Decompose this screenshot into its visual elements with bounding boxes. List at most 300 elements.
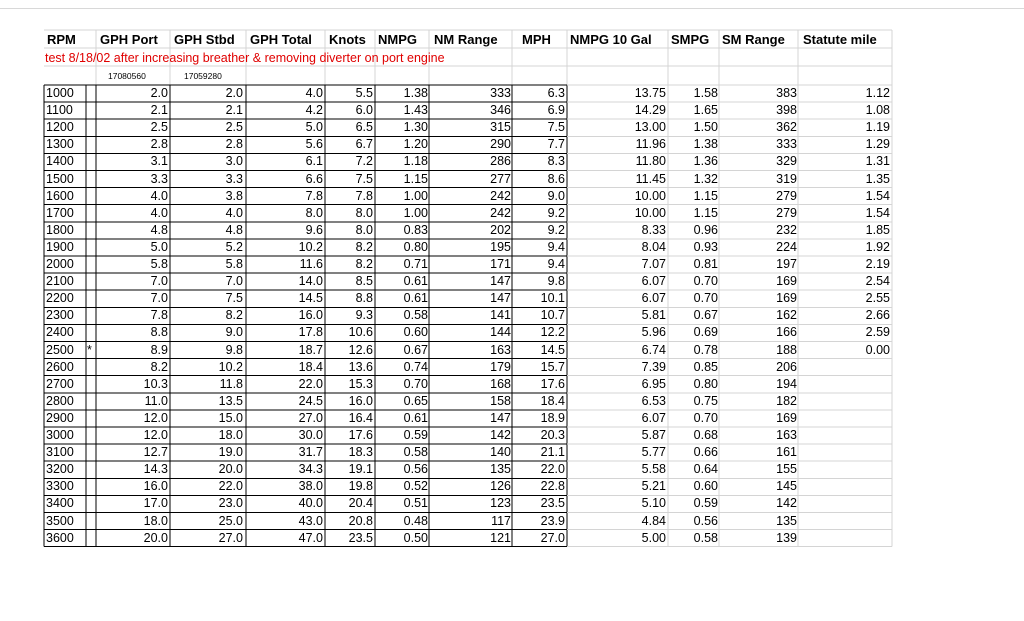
cell-nmpg: 0.59 (403, 428, 428, 442)
cell-statute-mile: 1.35 (865, 171, 890, 186)
cell-nm-range: 126 (490, 479, 511, 494)
cell-rpm: 1200 (46, 120, 74, 135)
cell-smpg: 1.15 (693, 188, 718, 203)
cell-rpm: 2900 (46, 410, 74, 425)
cell-mph: 8.3 (547, 154, 565, 169)
cell-nmpg: 0.48 (403, 513, 428, 528)
cell-sm-range: 383 (776, 86, 797, 100)
cell-mph: 9.4 (547, 257, 565, 271)
cell-gph-total: 47.0 (298, 530, 323, 545)
cell-knots: 15.3 (348, 376, 373, 391)
cell-sm-range: 169 (776, 291, 797, 306)
cell-sm-range: 188 (776, 342, 797, 357)
cell-sm-range: 329 (776, 154, 797, 169)
cell-nm-range: 117 (491, 513, 511, 528)
cell-nm-range: 315 (490, 120, 511, 135)
cell-rpm: 2700 (46, 376, 74, 391)
cell-nmpg: 0.56 (403, 462, 428, 477)
cell-knots: 5.5 (355, 86, 373, 100)
cell-gph-port: 20.0 (143, 530, 168, 545)
cell-statute-mile: 0.00 (865, 342, 890, 357)
cell-nmpg: 0.71 (403, 257, 428, 271)
cell-knots: 17.6 (348, 428, 373, 442)
cell-sm-range: 166 (776, 325, 797, 340)
cell-gph-stbd: 5.8 (225, 257, 243, 271)
cell-gph-stbd: 10.2 (218, 359, 243, 374)
cell-gph-total: 38.0 (298, 479, 323, 494)
cell-gph-port: 7.0 (150, 274, 168, 289)
cell-nmpg-10-gal: 13.00 (634, 120, 666, 135)
cell-gph-port: 12.0 (143, 410, 168, 425)
header-rpm: RPM (47, 32, 76, 47)
cell-smpg: 1.36 (693, 154, 718, 169)
cell-gph-total: 6.6 (305, 171, 323, 186)
cell-nmpg-10-gal: 11.96 (635, 137, 666, 152)
cell-rpm: 3600 (46, 530, 74, 545)
cell-statute-mile: 2.66 (865, 308, 890, 323)
cell-smpg: 1.58 (693, 86, 718, 100)
cell-sm-range: 163 (776, 428, 797, 442)
cell-mph: 18.9 (540, 410, 565, 425)
cell-gph-total: 27.0 (298, 410, 323, 425)
cell-mph: 7.5 (547, 120, 565, 135)
cell-nmpg-10-gal: 8.33 (641, 222, 666, 237)
cell-sm-range: 206 (776, 359, 797, 374)
cell-nm-range: 202 (490, 222, 511, 237)
cell-knots: 7.5 (355, 171, 373, 186)
cell-smpg: 0.66 (693, 445, 718, 460)
cell-nmpg: 0.65 (403, 393, 428, 408)
cell-nm-range: 333 (490, 86, 511, 100)
cell-gph-stbd: 4.0 (225, 205, 243, 220)
cell-nmpg: 1.18 (403, 154, 428, 169)
cell-statute-mile: 1.54 (865, 205, 890, 220)
cell-statute-mile: 2.54 (865, 274, 890, 289)
cell-nmpg-10-gal: 7.07 (641, 257, 666, 271)
cell-knots: 18.3 (348, 445, 373, 460)
header-gph-port: GPH Port (100, 32, 158, 47)
cell-gph-port: 10.3 (143, 376, 168, 391)
cell-nmpg-10-gal: 8.04 (641, 239, 666, 254)
cell-statute-mile: 2.55 (865, 291, 890, 306)
cell-nmpg: 0.61 (403, 410, 428, 425)
cell-smpg: 0.67 (693, 308, 718, 323)
cell-mph: 21.1 (540, 445, 565, 460)
cell-smpg: 0.96 (693, 222, 718, 237)
cell-nmpg-10-gal: 5.81 (641, 308, 666, 323)
cell-statute-mile: 1.08 (865, 103, 890, 118)
cell-nmpg-10-gal: 10.00 (634, 205, 666, 220)
cell-mph: 17.6 (540, 376, 565, 391)
header-knots: Knots (329, 32, 366, 47)
cell-knots: 7.2 (355, 154, 373, 169)
cell-knots: 8.8 (355, 291, 373, 306)
cell-nmpg-10-gal: 11.45 (635, 171, 666, 186)
cell-knots: 8.0 (355, 205, 373, 220)
cell-gph-stbd: 7.5 (225, 291, 243, 306)
cell-gph-total: 9.6 (305, 222, 323, 237)
cell-mph: 9.8 (547, 274, 565, 289)
cell-gph-port: 4.8 (150, 222, 168, 237)
cell-mph: 23.9 (540, 513, 565, 528)
cell-smpg: 1.32 (693, 171, 718, 186)
cell-nm-range: 147 (490, 291, 511, 306)
header-sm-range: SM Range (722, 32, 785, 47)
cell-nmpg: 1.43 (403, 103, 428, 118)
cell-knots: 9.3 (355, 308, 373, 323)
cell-sm-range: 162 (776, 308, 797, 323)
cell-nmpg-10-gal: 6.07 (641, 274, 666, 289)
cell-gph-stbd: 15.0 (218, 410, 243, 425)
header-nmpg: NMPG (378, 32, 417, 47)
cell-knots: 16.0 (348, 393, 373, 408)
cell-nmpg-10-gal: 7.39 (641, 359, 666, 374)
cell-smpg: 1.65 (693, 103, 718, 118)
cell-gph-port: 3.1 (150, 154, 168, 169)
cell-nmpg: 0.61 (403, 291, 428, 306)
cell-nm-range: 140 (490, 445, 511, 460)
cell-rpm: 1300 (46, 137, 74, 152)
cell-rpm: 3500 (46, 513, 74, 528)
cell-nmpg: 1.30 (403, 120, 428, 135)
cell-nm-range: 123 (490, 496, 511, 511)
cell-mph: 9.2 (547, 222, 565, 237)
cell-gph-stbd: 2.0 (225, 86, 243, 100)
cell-mph: 18.4 (540, 393, 565, 408)
cell-gph-stbd: 3.3 (225, 171, 243, 186)
cell-mph: 12.2 (540, 325, 565, 340)
cell-nmpg-10-gal: 6.95 (641, 376, 666, 391)
cell-sm-range: 161 (776, 445, 797, 460)
cell-rpm: 3300 (46, 479, 74, 494)
cell-rpm: 1700 (46, 205, 74, 220)
cell-nm-range: 163 (490, 342, 511, 357)
cell-nm-range: 135 (490, 462, 511, 477)
cell-gph-total: 40.0 (298, 496, 323, 511)
cell-gph-port: 18.0 (143, 513, 168, 528)
cell-knots: 6.5 (355, 120, 373, 135)
cell-nmpg-10-gal: 14.29 (634, 103, 666, 118)
cell-rpm: 2800 (46, 393, 74, 408)
header-gph-total: GPH Total (250, 32, 312, 47)
cell-gph-port: 3.3 (150, 171, 168, 186)
cell-sm-range: 194 (776, 376, 797, 391)
cell-statute-mile: 2.19 (865, 257, 890, 271)
cell-knots: 19.1 (348, 462, 373, 477)
header-mph: MPH (522, 32, 551, 47)
cell-knots: 8.0 (355, 222, 373, 237)
header-statute-mile: Statute mile (803, 32, 877, 47)
cell-mph: 10.7 (540, 308, 565, 323)
cell-gph-stbd: 2.8 (225, 137, 243, 152)
cell-sm-range: 182 (776, 393, 797, 408)
cell-gph-stbd: 9.8 (225, 342, 243, 357)
cell-marker: * (87, 342, 92, 357)
cell-smpg: 1.50 (693, 120, 718, 135)
cell-nmpg: 1.00 (403, 205, 428, 220)
cell-gph-port: 8.9 (150, 342, 168, 357)
cell-statute-mile: 1.31 (865, 154, 890, 169)
cell-knots: 16.4 (348, 410, 373, 425)
cell-rpm: 2400 (46, 325, 74, 340)
cell-nmpg-10-gal: 6.07 (641, 291, 666, 306)
header-gph-stbd: GPH Stbd (174, 32, 235, 47)
cell-nmpg: 1.15 (403, 171, 428, 186)
cell-gph-stbd: 20.0 (218, 462, 243, 477)
cell-nm-range: 141 (490, 308, 511, 323)
header-nmpg-10-gal: NMPG 10 Gal (570, 32, 652, 47)
cell-smpg: 0.81 (693, 257, 718, 271)
cell-nm-range: 290 (490, 137, 511, 152)
cell-knots: 13.6 (348, 359, 373, 374)
cell-rpm: 1400 (46, 154, 74, 169)
cell-knots: 12.6 (348, 342, 373, 357)
cell-gph-port: 7.8 (150, 308, 168, 323)
cell-sm-range: 279 (776, 188, 797, 203)
cell-nmpg: 0.61 (403, 274, 428, 289)
cell-gph-total: 4.0 (305, 86, 323, 100)
cell-sm-range: 139 (776, 530, 797, 545)
cell-gph-port: 16.0 (143, 479, 168, 494)
cell-nmpg: 0.51 (403, 496, 428, 511)
cell-mph: 10.1 (540, 291, 565, 306)
cell-mph: 6.9 (547, 103, 565, 118)
cell-gph-total: 5.0 (305, 120, 323, 135)
cell-gph-port: 14.3 (143, 462, 168, 477)
cell-mph: 8.6 (547, 171, 565, 186)
cell-smpg: 0.59 (693, 496, 718, 511)
cell-gph-port: 2.5 (150, 120, 168, 135)
test-note: test 8/18/02 after increasing breather & removing diverter on port engine (45, 51, 445, 65)
cell-sm-range: 224 (776, 239, 797, 254)
cell-mph: 9.4 (547, 239, 565, 254)
cell-smpg: 0.70 (693, 291, 718, 306)
cell-gph-total: 18.4 (298, 359, 323, 374)
cell-nmpg: 0.67 (403, 342, 428, 357)
cell-smpg: 0.56 (693, 513, 718, 528)
cell-sm-range: 155 (776, 462, 797, 477)
cell-nmpg-10-gal: 6.53 (641, 393, 666, 408)
cell-rpm: 2600 (46, 359, 74, 374)
cell-knots: 20.8 (348, 513, 373, 528)
header-nm-range: NM Range (434, 32, 498, 47)
cell-sm-range: 319 (776, 171, 797, 186)
cell-knots: 8.2 (355, 257, 373, 271)
cell-mph: 20.3 (540, 428, 565, 442)
cell-mph: 22.8 (540, 479, 565, 494)
cell-gph-total: 24.5 (298, 393, 323, 408)
cell-mph: 14.5 (540, 342, 565, 357)
cell-gph-total: 6.1 (305, 154, 323, 169)
cell-smpg: 0.80 (693, 376, 718, 391)
cell-gph-total: 4.2 (305, 103, 323, 118)
cell-gph-total: 22.0 (298, 376, 323, 391)
cell-gph-stbd: 3.8 (225, 188, 243, 203)
cell-statute-mile: 1.85 (865, 222, 890, 237)
cell-nmpg: 0.74 (403, 359, 428, 374)
cell-nm-range: 158 (490, 393, 511, 408)
cell-knots: 8.2 (355, 239, 373, 254)
cell-gph-port: 8.8 (150, 325, 168, 340)
cell-gph-total: 17.8 (298, 325, 323, 340)
cell-sm-range: 232 (776, 222, 797, 237)
cell-sm-range: 135 (776, 513, 797, 528)
cell-gph-stbd: 3.0 (225, 154, 243, 169)
cell-gph-total: 11.6 (299, 257, 323, 271)
cell-statute-mile: 1.29 (865, 137, 890, 152)
cell-nm-range: 195 (490, 239, 511, 254)
cell-mph: 22.0 (540, 462, 565, 477)
cell-mph: 7.7 (547, 137, 565, 152)
cell-gph-stbd: 23.0 (218, 496, 243, 511)
cell-gph-port: 7.0 (150, 291, 168, 306)
cell-rpm: 2200 (46, 291, 74, 306)
cell-statute-mile: 1.19 (865, 120, 890, 135)
cell-nm-range: 286 (490, 154, 511, 169)
cell-nmpg-10-gal: 5.77 (641, 445, 666, 460)
cell-nm-range: 346 (490, 103, 511, 118)
cell-rpm: 2500 (46, 342, 74, 357)
cell-knots: 19.8 (348, 479, 373, 494)
cell-nm-range: 142 (490, 428, 511, 442)
cell-smpg: 0.69 (693, 325, 718, 340)
cell-knots: 8.5 (355, 274, 373, 289)
cell-knots: 10.6 (348, 325, 373, 340)
cell-rpm: 3000 (46, 428, 74, 442)
cell-nm-range: 242 (490, 205, 511, 220)
cell-sm-range: 398 (776, 103, 797, 118)
cell-sm-range: 142 (776, 496, 797, 511)
cell-sm-range: 279 (776, 205, 797, 220)
cell-smpg: 1.38 (693, 137, 718, 152)
cell-mph: 6.3 (547, 86, 565, 100)
cell-nmpg: 0.80 (403, 239, 428, 254)
cell-nmpg-10-gal: 13.75 (634, 86, 666, 100)
cell-gph-stbd: 19.0 (218, 445, 243, 460)
cell-gph-stbd: 2.5 (225, 120, 243, 135)
cell-nmpg: 0.58 (403, 445, 428, 460)
cell-gph-port: 2.0 (150, 86, 168, 100)
serial-stbd: 17059280 (184, 71, 222, 81)
cell-gph-port: 11.0 (144, 393, 168, 408)
cell-smpg: 0.70 (693, 274, 718, 289)
cell-gph-total: 31.7 (298, 445, 323, 460)
cell-knots: 7.8 (355, 188, 373, 203)
cell-nmpg: 0.52 (403, 479, 428, 494)
cell-gph-total: 34.3 (298, 462, 323, 477)
cell-gph-stbd: 8.2 (225, 308, 243, 323)
cell-gph-port: 2.1 (150, 103, 168, 118)
cell-sm-range: 197 (776, 257, 797, 271)
cell-gph-stbd: 27.0 (218, 530, 243, 545)
cell-gph-port: 4.0 (150, 205, 168, 220)
cell-gph-stbd: 2.1 (225, 103, 243, 118)
cell-nmpg-10-gal: 4.84 (641, 513, 666, 528)
cell-gph-port: 17.0 (143, 496, 168, 511)
cell-rpm: 1900 (46, 239, 74, 254)
cell-smpg: 0.93 (693, 239, 718, 254)
cell-gph-stbd: 18.0 (218, 428, 243, 442)
cell-gph-total: 10.2 (298, 239, 323, 254)
cell-nm-range: 147 (490, 274, 511, 289)
cell-gph-port: 12.7 (143, 445, 168, 460)
cell-gph-port: 8.2 (150, 359, 168, 374)
cell-gph-total: 14.0 (298, 274, 323, 289)
cell-sm-range: 333 (776, 137, 797, 152)
cell-nmpg-10-gal: 5.10 (641, 496, 666, 511)
cell-rpm: 2300 (46, 308, 74, 323)
cell-nmpg: 0.58 (403, 308, 428, 323)
cell-sm-range: 362 (776, 120, 797, 135)
cell-smpg: 0.70 (693, 410, 718, 425)
cell-statute-mile: 2.59 (865, 325, 890, 340)
cell-gph-port: 5.8 (150, 257, 168, 271)
cell-nmpg: 1.38 (403, 86, 428, 100)
cell-nmpg-10-gal: 11.80 (635, 154, 666, 169)
cell-sm-range: 169 (776, 274, 797, 289)
cell-nm-range: 179 (490, 359, 511, 374)
cell-smpg: 0.68 (693, 428, 718, 442)
cell-nm-range: 277 (490, 171, 511, 186)
cell-nmpg: 0.50 (403, 530, 428, 545)
cell-rpm: 1500 (46, 171, 74, 186)
cell-rpm: 1800 (46, 222, 74, 237)
cell-gph-stbd: 11.8 (219, 376, 243, 391)
cell-knots: 6.0 (355, 103, 373, 118)
cell-rpm: 2100 (46, 274, 74, 289)
cell-gph-port: 4.0 (150, 188, 168, 203)
cell-gph-total: 14.5 (298, 291, 323, 306)
cell-mph: 23.5 (540, 496, 565, 511)
cell-nmpg-10-gal: 5.58 (641, 462, 666, 477)
cell-statute-mile: 1.12 (865, 86, 890, 100)
cell-nmpg: 1.00 (403, 188, 428, 203)
cell-rpm: 1000 (46, 86, 74, 100)
cell-nmpg-10-gal: 6.74 (641, 342, 666, 357)
cell-nmpg-10-gal: 5.00 (641, 530, 666, 545)
cell-smpg: 1.15 (693, 205, 718, 220)
cell-sm-range: 145 (776, 479, 797, 494)
cell-nmpg-10-gal: 10.00 (634, 188, 666, 203)
cell-smpg: 0.75 (693, 393, 718, 408)
cell-rpm: 3200 (46, 462, 74, 477)
cell-nm-range: 121 (490, 530, 511, 545)
cell-smpg: 0.60 (693, 479, 718, 494)
cell-nmpg-10-gal: 5.96 (641, 325, 666, 340)
cell-gph-stbd: 22.0 (218, 479, 243, 494)
cell-mph: 15.7 (540, 359, 565, 374)
header-smpg: SMPG (671, 32, 710, 47)
cell-smpg: 0.85 (693, 359, 718, 374)
cell-gph-total: 5.6 (305, 137, 323, 152)
cell-statute-mile: 1.54 (865, 188, 890, 203)
cell-nmpg: 0.83 (403, 222, 428, 237)
cell-knots: 6.7 (355, 137, 373, 152)
cell-gph-total: 43.0 (298, 513, 323, 528)
cell-gph-total: 8.0 (305, 205, 323, 220)
serial-port: 17080560 (108, 71, 146, 81)
cell-smpg: 0.64 (693, 462, 718, 477)
cell-nmpg-10-gal: 5.21 (641, 479, 666, 494)
cell-rpm: 3100 (46, 445, 74, 460)
cell-nm-range: 144 (490, 325, 511, 340)
cell-gph-stbd: 9.0 (225, 325, 243, 340)
cell-gph-stbd: 7.0 (225, 274, 243, 289)
cell-gph-stbd: 4.8 (225, 222, 243, 237)
cell-mph: 9.2 (547, 205, 565, 220)
cell-knots: 20.4 (348, 496, 373, 511)
cell-rpm: 1100 (46, 103, 73, 118)
